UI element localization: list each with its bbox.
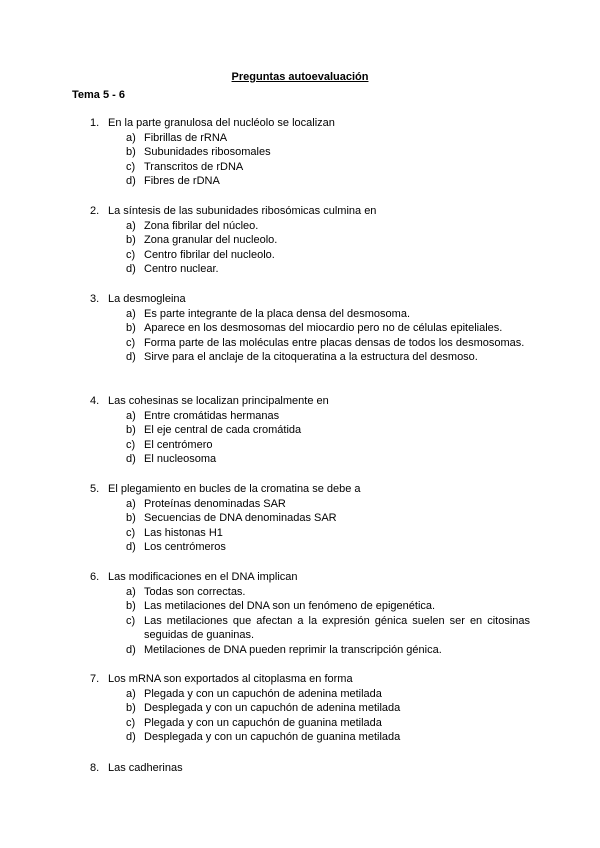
- option-item: [90, 219, 530, 234]
- option-item: [90, 687, 530, 702]
- option-item: [90, 526, 530, 541]
- option-text: Centro fibrilar del nucleolo.: [144, 248, 275, 261]
- question-stem: [90, 292, 530, 307]
- option-text: Transcritos de rDNA: [144, 160, 244, 173]
- question-text: Las cohesinas se localizan principalmente en: [108, 395, 329, 407]
- option-letter: b): [126, 234, 136, 247]
- option-item: [90, 307, 530, 322]
- question-3: [90, 292, 530, 365]
- option-text: El nucleosoma: [144, 453, 217, 466]
- question-text: En la parte granulosa del nucléolo se localizan: [108, 117, 335, 129]
- option-letter: b): [126, 702, 136, 715]
- option-letter: a): [126, 307, 136, 320]
- document-title: Preguntas autoevaluación: [231, 71, 369, 83]
- option-letter: b): [126, 600, 136, 613]
- option-item: [90, 452, 530, 467]
- question-7: [90, 672, 530, 745]
- option-item: [90, 145, 530, 160]
- question-number: 6.: [90, 571, 100, 583]
- option-item: [90, 716, 530, 731]
- option-item: [90, 409, 530, 424]
- option-item: [90, 614, 530, 643]
- option-letter: c): [126, 160, 136, 173]
- question-stem: [90, 204, 530, 219]
- option-letter: d): [126, 351, 136, 364]
- option-letter: d): [126, 175, 136, 188]
- question-stem: [90, 761, 530, 776]
- option-text: Subunidades ribosomales: [144, 146, 271, 159]
- option-text: Aparece en los desmosomas del miocardio pero no de células epiteliales.: [144, 322, 503, 335]
- question-stem: [90, 116, 530, 131]
- option-text: Todas son correctas.: [144, 585, 246, 598]
- option-text: Los centrómeros: [144, 541, 226, 554]
- option-item: [90, 701, 530, 716]
- option-item: [90, 160, 530, 175]
- question-stem: [90, 482, 530, 497]
- question-number: 1.: [90, 117, 100, 129]
- question-number: 3.: [90, 293, 100, 305]
- option-text: Las metilaciones del DNA son un fenómeno de epigenética.: [144, 600, 436, 613]
- option-text: Forma parte de las moléculas entre placas densas de todos los desmosomas.: [144, 336, 525, 349]
- option-text: Secuencias de DNA denominadas SAR: [144, 512, 337, 525]
- question-number: 8.: [90, 762, 100, 774]
- options-list: [90, 409, 530, 467]
- option-text: Sirve para el anclaje de la citoqueratina a la estructura del desmoso.: [144, 351, 478, 364]
- options-list: [90, 585, 530, 658]
- option-text: Metilaciones de DNA pueden reprimir la transcripción génica.: [144, 643, 442, 656]
- question-stem: [90, 672, 530, 687]
- option-text: Zona fibrilar del núcleo.: [144, 219, 259, 232]
- question-text: La síntesis de las subunidades ribosómicas culmina en: [108, 205, 377, 217]
- option-text: Fibrillas de rRNA: [144, 131, 228, 144]
- option-letter: b): [126, 322, 136, 335]
- option-item: [90, 599, 530, 614]
- option-item: [90, 423, 530, 438]
- option-text: Plegada y con un capuchón de adenina metilada: [144, 687, 382, 700]
- option-text: El centrómero: [144, 438, 213, 451]
- option-text: Centro nuclear.: [144, 263, 219, 276]
- option-text: El eje central de cada cromátida: [144, 424, 302, 437]
- option-item: [90, 350, 530, 365]
- options-list: [90, 131, 530, 189]
- option-text: Las histonas H1: [144, 526, 223, 539]
- option-letter: a): [126, 687, 136, 700]
- option-letter: d): [126, 541, 136, 554]
- question-number: 5.: [90, 483, 100, 495]
- question-8: [90, 761, 530, 776]
- option-letter: c): [126, 248, 136, 261]
- option-letter: c): [126, 716, 136, 729]
- question-text: La desmogleina: [108, 293, 186, 305]
- option-letter: a): [126, 585, 136, 598]
- option-letter: b): [126, 424, 136, 437]
- option-item: [90, 233, 530, 248]
- question-5: [90, 482, 530, 555]
- option-letter: a): [126, 219, 136, 232]
- option-item: [90, 321, 530, 336]
- option-text: Fibres de rDNA: [144, 175, 220, 188]
- option-letter: a): [126, 497, 136, 510]
- option-letter: c): [126, 438, 136, 451]
- option-text: Entre cromátidas hermanas: [144, 409, 280, 422]
- option-item: [90, 511, 530, 526]
- option-letter: b): [126, 146, 136, 159]
- option-letter: c): [126, 336, 136, 349]
- option-text: Proteínas denominadas SAR: [144, 497, 286, 510]
- question-text: Las modificaciones en el DNA implican: [108, 571, 298, 583]
- option-letter: d): [126, 263, 136, 276]
- option-item: [90, 585, 530, 600]
- option-text: Desplegada y con un capuchón de adenina metilada: [144, 702, 401, 715]
- option-letter: d): [126, 643, 136, 656]
- option-item: [90, 174, 530, 189]
- option-letter: a): [126, 131, 136, 144]
- option-letter: d): [126, 731, 136, 744]
- option-letter: c): [126, 614, 136, 627]
- question-text: El plegamiento en bucles de la cromatina se debe a: [108, 483, 361, 495]
- question-text: Los mRNA son exportados al citoplasma en forma: [108, 673, 353, 685]
- question-stem: [90, 394, 530, 409]
- question-text: Las cadherinas: [108, 762, 183, 774]
- question-number: 7.: [90, 673, 100, 685]
- option-item: [90, 336, 530, 351]
- options-list: [90, 307, 530, 365]
- option-item: [90, 643, 530, 658]
- option-text: Desplegada y con un capuchón de guanina metilada: [144, 731, 401, 744]
- question-6: [90, 570, 530, 658]
- question-2: [90, 204, 530, 277]
- question-number: 2.: [90, 205, 100, 217]
- option-text: Es parte integrante de la placa densa del desmosoma.: [144, 307, 410, 320]
- option-item: [90, 730, 530, 745]
- option-item: [90, 262, 530, 277]
- option-letter: d): [126, 453, 136, 466]
- options-list: [90, 497, 530, 555]
- option-item: [90, 540, 530, 555]
- option-letter: c): [126, 526, 136, 539]
- question-4: [90, 394, 530, 467]
- option-text: Las metilaciones que afectan a la expresión génica suelen ser en citosinas seguidas de guaninas.: [144, 614, 530, 642]
- question-number: 4.: [90, 395, 100, 407]
- option-text: Zona granular del nucleolo.: [144, 234, 278, 247]
- question-stem: [90, 570, 530, 585]
- option-item: [90, 131, 530, 146]
- option-letter: a): [126, 409, 136, 422]
- option-item: [90, 438, 530, 453]
- section-label: Tema 5 - 6: [72, 89, 125, 101]
- options-list: [90, 687, 530, 745]
- options-list: [90, 219, 530, 277]
- question-1: [90, 116, 530, 189]
- option-text: Plegada y con un capuchón de guanina metilada: [144, 716, 382, 729]
- option-letter: b): [126, 512, 136, 525]
- option-item: [90, 497, 530, 512]
- option-item: [90, 248, 530, 263]
